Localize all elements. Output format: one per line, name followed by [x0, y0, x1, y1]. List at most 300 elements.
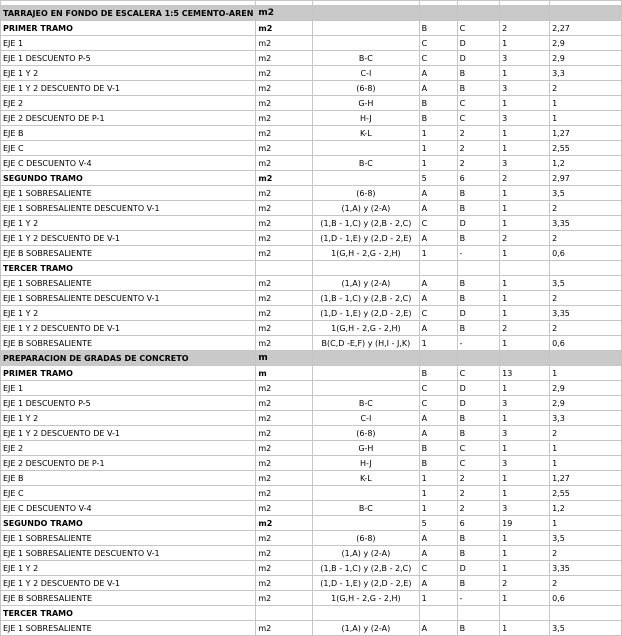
to-axis-cell[interactable]: C: [457, 96, 499, 111]
description-cell[interactable]: EJE 1 SOBRESALIENTE: [1, 186, 256, 201]
unit-cell[interactable]: m2: [256, 441, 313, 456]
quantity-cell[interactable]: 2: [500, 231, 550, 246]
unit-cell[interactable]: m2: [256, 276, 313, 291]
from-axis-cell[interactable]: B: [419, 111, 457, 126]
description-cell[interactable]: PRIMER TRAMO: [1, 366, 256, 381]
from-axis-cell[interactable]: A: [419, 426, 457, 441]
measure-cell[interactable]: 1: [550, 516, 622, 531]
unit-cell[interactable]: m2: [256, 576, 313, 591]
unit-cell[interactable]: m2: [256, 156, 313, 171]
from-axis-cell[interactable]: A: [419, 201, 457, 216]
description-cell[interactable]: TERCER TRAMO: [1, 261, 256, 276]
reference-cell[interactable]: G-H: [313, 96, 420, 111]
measure-cell[interactable]: 2: [550, 546, 622, 561]
description-cell[interactable]: EJE C DESCUENTO V-4: [1, 156, 256, 171]
unit-cell[interactable]: m2: [256, 621, 313, 636]
quantity-cell[interactable]: 1: [500, 546, 550, 561]
unit-cell[interactable]: m2: [256, 126, 313, 141]
measure-cell[interactable]: 2: [550, 321, 622, 336]
unit-cell[interactable]: m2: [256, 321, 313, 336]
quantity-cell[interactable]: 3: [500, 51, 550, 66]
to-axis-cell[interactable]: B: [457, 231, 499, 246]
description-cell[interactable]: EJE 1 Y 2: [1, 66, 256, 81]
quantity-cell[interactable]: 1: [500, 336, 550, 351]
to-axis-cell[interactable]: [457, 351, 499, 366]
from-axis-cell[interactable]: A: [419, 81, 457, 96]
measure-cell[interactable]: 2: [550, 231, 622, 246]
reference-cell[interactable]: K-L: [313, 471, 420, 486]
description-cell[interactable]: EJE 1 SOBRESALIENTE DESCUENTO V-1: [1, 546, 256, 561]
to-axis-cell[interactable]: B: [457, 291, 499, 306]
measure-cell[interactable]: [550, 606, 622, 621]
quantity-cell[interactable]: 1: [500, 141, 550, 156]
quantity-cell[interactable]: 1: [500, 381, 550, 396]
description-cell[interactable]: EJE 1 Y 2: [1, 411, 256, 426]
unit-cell[interactable]: m2: [256, 546, 313, 561]
reference-cell[interactable]: [313, 6, 420, 21]
measure-cell[interactable]: 2,55: [550, 141, 622, 156]
to-axis-cell[interactable]: B: [457, 546, 499, 561]
quantity-cell[interactable]: 1: [500, 201, 550, 216]
to-axis-cell[interactable]: -: [457, 591, 499, 606]
unit-cell[interactable]: m2: [256, 96, 313, 111]
to-axis-cell[interactable]: B: [457, 426, 499, 441]
reference-cell[interactable]: (1,A) y (2-A): [313, 546, 420, 561]
to-axis-cell[interactable]: D: [457, 36, 499, 51]
reference-cell[interactable]: B-C: [313, 51, 420, 66]
measure-cell[interactable]: 3,5: [550, 186, 622, 201]
unit-cell[interactable]: m2: [256, 186, 313, 201]
quantity-cell[interactable]: 1: [500, 216, 550, 231]
to-axis-cell[interactable]: D: [457, 216, 499, 231]
to-axis-cell[interactable]: B: [457, 81, 499, 96]
unit-cell[interactable]: m2: [256, 396, 313, 411]
description-cell[interactable]: EJE C: [1, 486, 256, 501]
from-axis-cell[interactable]: 1: [419, 501, 457, 516]
unit-cell[interactable]: m2: [256, 426, 313, 441]
quantity-cell[interactable]: 1: [500, 96, 550, 111]
table-row: [1, 141, 622, 156]
from-axis-cell[interactable]: [419, 351, 457, 366]
measure-cell[interactable]: 3,5: [550, 531, 622, 546]
from-axis-cell[interactable]: 1: [419, 126, 457, 141]
quantity-cell[interactable]: 1: [500, 441, 550, 456]
to-axis-cell[interactable]: [457, 6, 499, 21]
quantity-cell[interactable]: [500, 606, 550, 621]
reference-cell[interactable]: [313, 141, 420, 156]
quantity-cell[interactable]: 2: [500, 21, 550, 36]
reference-cell[interactable]: (1,D - 1,E) y (2,D - 2,E): [313, 231, 420, 246]
measure-cell[interactable]: 3,3: [550, 66, 622, 81]
reference-cell[interactable]: G-H: [313, 441, 420, 456]
description-cell[interactable]: SEGUNDO TRAMO: [1, 516, 256, 531]
unit-cell[interactable]: m2: [256, 141, 313, 156]
unit-cell[interactable]: m2: [256, 516, 313, 531]
from-axis-cell[interactable]: 1: [419, 156, 457, 171]
quantity-cell[interactable]: 19: [500, 516, 550, 531]
measure-cell[interactable]: 1: [550, 96, 622, 111]
to-axis-cell[interactable]: B: [457, 321, 499, 336]
subsection-row: [1, 171, 622, 186]
reference-cell[interactable]: H-J: [313, 456, 420, 471]
unit-cell[interactable]: m2: [256, 336, 313, 351]
quantity-cell[interactable]: 3: [500, 111, 550, 126]
from-axis-cell[interactable]: C: [419, 381, 457, 396]
from-axis-cell[interactable]: B: [419, 366, 457, 381]
reference-cell[interactable]: B-C: [313, 501, 420, 516]
description-cell[interactable]: EJE 1 Y 2: [1, 306, 256, 321]
table-row: [1, 246, 622, 261]
measure-cell[interactable]: 3,35: [550, 561, 622, 576]
quantity-cell[interactable]: 1: [500, 306, 550, 321]
measure-cell[interactable]: 3,5: [550, 276, 622, 291]
quantity-cell[interactable]: 1: [500, 126, 550, 141]
from-axis-cell[interactable]: A: [419, 276, 457, 291]
reference-cell[interactable]: (6-8): [313, 81, 420, 96]
unit-cell[interactable]: m2: [256, 471, 313, 486]
measure-cell[interactable]: 1,2: [550, 501, 622, 516]
from-axis-cell[interactable]: A: [419, 291, 457, 306]
from-axis-cell[interactable]: 1: [419, 336, 457, 351]
to-axis-cell[interactable]: D: [457, 561, 499, 576]
to-axis-cell[interactable]: C: [457, 21, 499, 36]
quantity-cell[interactable]: 3: [500, 396, 550, 411]
from-axis-cell[interactable]: A: [419, 621, 457, 636]
measure-cell[interactable]: 1,2: [550, 156, 622, 171]
to-axis-cell[interactable]: -: [457, 246, 499, 261]
description-cell[interactable]: EJE 1: [1, 381, 256, 396]
reference-cell[interactable]: [313, 36, 420, 51]
description-cell[interactable]: EJE C DESCUENTO V-4: [1, 501, 256, 516]
measure-cell[interactable]: 0,6: [550, 591, 622, 606]
unit-cell[interactable]: m2: [256, 411, 313, 426]
quantity-cell[interactable]: 1: [500, 66, 550, 81]
unit-cell[interactable]: m2: [256, 531, 313, 546]
unit-cell[interactable]: m2: [256, 381, 313, 396]
unit-cell[interactable]: [256, 261, 313, 276]
reference-cell[interactable]: (1,B - 1,C) y (2,B - 2,C): [313, 291, 420, 306]
unit-cell[interactable]: m: [256, 366, 313, 381]
unit-cell[interactable]: m2: [256, 201, 313, 216]
to-axis-cell[interactable]: 2: [457, 126, 499, 141]
from-axis-cell[interactable]: B: [419, 456, 457, 471]
measure-cell[interactable]: [550, 6, 622, 21]
to-axis-cell[interactable]: [457, 606, 499, 621]
from-axis-cell[interactable]: A: [419, 546, 457, 561]
table-row: [1, 66, 622, 81]
from-axis-cell[interactable]: 1: [419, 591, 457, 606]
from-axis-cell[interactable]: C: [419, 306, 457, 321]
unit-cell[interactable]: m2: [256, 171, 313, 186]
measure-cell[interactable]: [550, 261, 622, 276]
to-axis-cell[interactable]: -: [457, 336, 499, 351]
description-cell[interactable]: TARRAJEO EN FONDO DE ESCALERA 1:5 CEMENTO-AREN: [1, 6, 256, 21]
unit-cell[interactable]: m2: [256, 291, 313, 306]
description-cell[interactable]: EJE 1 Y 2 DESCUENTO DE V-1: [1, 576, 256, 591]
description-cell[interactable]: PREPARACION DE GRADAS DE CONCRETO: [1, 351, 256, 366]
description-cell[interactable]: EJE 1 SOBRESALIENTE DESCUENTO V-1: [1, 291, 256, 306]
measure-cell[interactable]: 2: [550, 81, 622, 96]
reference-cell[interactable]: B-C: [313, 396, 420, 411]
quantity-cell[interactable]: 1: [500, 411, 550, 426]
reference-cell[interactable]: [313, 486, 420, 501]
unit-cell[interactable]: m2: [256, 66, 313, 81]
to-axis-cell[interactable]: B: [457, 576, 499, 591]
measure-cell[interactable]: 2: [550, 426, 622, 441]
to-axis-cell[interactable]: C: [457, 111, 499, 126]
quantity-cell[interactable]: 1: [500, 186, 550, 201]
quantity-cell[interactable]: [500, 6, 550, 21]
measure-cell[interactable]: 2: [550, 291, 622, 306]
from-axis-cell[interactable]: C: [419, 561, 457, 576]
description-cell[interactable]: PRIMER TRAMO: [1, 21, 256, 36]
unit-cell[interactable]: [256, 606, 313, 621]
description-cell[interactable]: EJE 1 DESCUENTO P-5: [1, 396, 256, 411]
reference-cell[interactable]: [313, 171, 420, 186]
measure-cell[interactable]: 1: [550, 111, 622, 126]
from-axis-cell[interactable]: C: [419, 51, 457, 66]
measure-cell[interactable]: 1: [550, 456, 622, 471]
reference-cell[interactable]: (1,B - 1,C) y (2,B - 2,C): [313, 561, 420, 576]
description-cell[interactable]: EJE 2: [1, 96, 256, 111]
reference-cell[interactable]: C-I: [313, 411, 420, 426]
from-axis-cell[interactable]: 5: [419, 171, 457, 186]
measure-cell[interactable]: 1: [550, 441, 622, 456]
unit-cell[interactable]: m2: [256, 216, 313, 231]
to-axis-cell[interactable]: B: [457, 531, 499, 546]
quantity-cell[interactable]: 2: [500, 321, 550, 336]
description-cell[interactable]: EJE 1 Y 2: [1, 561, 256, 576]
to-axis-cell[interactable]: [457, 261, 499, 276]
quantity-cell[interactable]: 3: [500, 501, 550, 516]
measure-cell[interactable]: 1,27: [550, 126, 622, 141]
quantity-cell[interactable]: [500, 351, 550, 366]
reference-cell[interactable]: K-L: [313, 126, 420, 141]
description-cell[interactable]: EJE B SOBRESALIENTE: [1, 336, 256, 351]
from-axis-cell[interactable]: A: [419, 411, 457, 426]
to-axis-cell[interactable]: B: [457, 66, 499, 81]
reference-cell[interactable]: (6-8): [313, 426, 420, 441]
quantity-cell[interactable]: 1: [500, 621, 550, 636]
description-cell[interactable]: EJE 1: [1, 36, 256, 51]
reference-cell[interactable]: [313, 606, 420, 621]
reference-cell[interactable]: C-I: [313, 66, 420, 81]
description-cell[interactable]: SEGUNDO TRAMO: [1, 171, 256, 186]
reference-cell[interactable]: (1,A) y (2-A): [313, 276, 420, 291]
from-axis-cell[interactable]: 1: [419, 486, 457, 501]
to-axis-cell[interactable]: B: [457, 621, 499, 636]
reference-cell[interactable]: 1(G,H - 2,G - 2,H): [313, 591, 420, 606]
measure-cell[interactable]: 3,35: [550, 306, 622, 321]
quantity-cell[interactable]: 1: [500, 36, 550, 51]
measure-cell[interactable]: 0,6: [550, 246, 622, 261]
to-axis-cell[interactable]: 6: [457, 516, 499, 531]
reference-cell[interactable]: [313, 21, 420, 36]
unit-cell[interactable]: m2: [256, 231, 313, 246]
to-axis-cell[interactable]: B: [457, 186, 499, 201]
from-axis-cell[interactable]: 1: [419, 471, 457, 486]
unit-cell[interactable]: m2: [256, 246, 313, 261]
quantity-cell[interactable]: 1: [500, 246, 550, 261]
reference-cell[interactable]: (1,B - 1,C) y (2,B - 2,C): [313, 216, 420, 231]
to-axis-cell[interactable]: C: [457, 441, 499, 456]
unit-cell[interactable]: m2: [256, 501, 313, 516]
quantity-cell[interactable]: 2: [500, 576, 550, 591]
unit-cell[interactable]: m2: [256, 36, 313, 51]
quantity-cell[interactable]: 3: [500, 156, 550, 171]
reference-cell[interactable]: (1,D - 1,E) y (2,D - 2,E): [313, 576, 420, 591]
from-axis-cell[interactable]: 1: [419, 141, 457, 156]
quantity-cell[interactable]: 1: [500, 291, 550, 306]
unit-cell[interactable]: m2: [256, 81, 313, 96]
unit-cell[interactable]: m2: [256, 306, 313, 321]
from-axis-cell[interactable]: B: [419, 96, 457, 111]
description-cell[interactable]: EJE C: [1, 141, 256, 156]
description-cell[interactable]: EJE 1 Y 2 DESCUENTO DE V-1: [1, 321, 256, 336]
reference-cell[interactable]: (1,A) y (2-A): [313, 201, 420, 216]
measure-cell[interactable]: 2,9: [550, 396, 622, 411]
quantity-cell[interactable]: 1: [500, 561, 550, 576]
unit-cell[interactable]: m2: [256, 486, 313, 501]
measure-cell[interactable]: 3,35: [550, 216, 622, 231]
quantity-cell[interactable]: 1: [500, 591, 550, 606]
unit-cell[interactable]: m: [256, 351, 313, 366]
unit-cell[interactable]: m2: [256, 111, 313, 126]
description-cell[interactable]: EJE 1 Y 2 DESCUENTO DE V-1: [1, 426, 256, 441]
description-cell[interactable]: EJE B: [1, 471, 256, 486]
measure-cell[interactable]: 2,9: [550, 51, 622, 66]
from-axis-cell[interactable]: B: [419, 21, 457, 36]
from-axis-cell[interactable]: A: [419, 321, 457, 336]
measure-cell[interactable]: 2,97: [550, 171, 622, 186]
from-axis-cell[interactable]: A: [419, 576, 457, 591]
to-axis-cell[interactable]: D: [457, 396, 499, 411]
from-axis-cell[interactable]: [419, 606, 457, 621]
measure-cell[interactable]: 2,9: [550, 36, 622, 51]
to-axis-cell[interactable]: 2: [457, 141, 499, 156]
measure-cell[interactable]: 1: [550, 366, 622, 381]
unit-cell[interactable]: m2: [256, 21, 313, 36]
description-cell[interactable]: EJE 2 DESCUENTO DE P-1: [1, 456, 256, 471]
reference-cell[interactable]: 1(G,H - 2,G - 2,H): [313, 321, 420, 336]
to-axis-cell[interactable]: 2: [457, 486, 499, 501]
quantity-cell[interactable]: 3: [500, 456, 550, 471]
from-axis-cell[interactable]: C: [419, 396, 457, 411]
description-cell[interactable]: EJE 1 Y 2: [1, 216, 256, 231]
quantity-cell[interactable]: 3: [500, 426, 550, 441]
to-axis-cell[interactable]: 2: [457, 501, 499, 516]
quantity-cell[interactable]: 1: [500, 471, 550, 486]
to-axis-cell[interactable]: D: [457, 306, 499, 321]
quantity-cell[interactable]: [500, 261, 550, 276]
from-axis-cell[interactable]: [419, 261, 457, 276]
from-axis-cell[interactable]: A: [419, 186, 457, 201]
reference-cell[interactable]: B(C,D -E,F) y (H,I - J,K): [313, 336, 420, 351]
description-cell[interactable]: EJE 1 SOBRESALIENTE: [1, 531, 256, 546]
from-axis-cell[interactable]: A: [419, 66, 457, 81]
subsection-row: [1, 21, 622, 36]
to-axis-cell[interactable]: 2: [457, 471, 499, 486]
to-axis-cell[interactable]: D: [457, 381, 499, 396]
to-axis-cell[interactable]: C: [457, 456, 499, 471]
from-axis-cell[interactable]: B: [419, 441, 457, 456]
reference-cell[interactable]: (6-8): [313, 186, 420, 201]
quantity-cell[interactable]: 1: [500, 276, 550, 291]
from-axis-cell[interactable]: [419, 6, 457, 21]
from-axis-cell[interactable]: A: [419, 231, 457, 246]
measure-cell[interactable]: 3,5: [550, 621, 622, 636]
from-axis-cell[interactable]: 1: [419, 246, 457, 261]
description-cell[interactable]: EJE B: [1, 126, 256, 141]
unit-cell[interactable]: m2: [256, 6, 313, 21]
from-axis-cell[interactable]: A: [419, 531, 457, 546]
unit-cell[interactable]: m2: [256, 591, 313, 606]
to-axis-cell[interactable]: B: [457, 411, 499, 426]
to-axis-cell[interactable]: B: [457, 276, 499, 291]
to-axis-cell[interactable]: B: [457, 201, 499, 216]
subsection-row: [1, 366, 622, 381]
description-cell[interactable]: EJE 1 Y 2 DESCUENTO DE V-1: [1, 81, 256, 96]
measure-cell[interactable]: 3,3: [550, 411, 622, 426]
description-cell[interactable]: EJE B SOBRESALIENTE: [1, 591, 256, 606]
from-axis-cell[interactable]: C: [419, 216, 457, 231]
to-axis-cell[interactable]: C: [457, 366, 499, 381]
reference-cell[interactable]: (6-8): [313, 531, 420, 546]
to-axis-cell[interactable]: D: [457, 51, 499, 66]
measure-cell[interactable]: 2,9: [550, 381, 622, 396]
reference-cell[interactable]: [313, 261, 420, 276]
to-axis-cell[interactable]: 6: [457, 171, 499, 186]
measure-cell[interactable]: 2,27: [550, 21, 622, 36]
reference-cell[interactable]: (1,D - 1,E) y (2,D - 2,E): [313, 306, 420, 321]
from-axis-cell[interactable]: C: [419, 36, 457, 51]
description-cell[interactable]: EJE 1 DESCUENTO P-5: [1, 51, 256, 66]
measure-cell[interactable]: [550, 351, 622, 366]
from-axis-cell[interactable]: 5: [419, 516, 457, 531]
quantity-cell[interactable]: 2: [500, 171, 550, 186]
reference-cell[interactable]: H-J: [313, 111, 420, 126]
measure-cell[interactable]: 2: [550, 201, 622, 216]
measure-cell[interactable]: 1,27: [550, 471, 622, 486]
measure-cell[interactable]: 2: [550, 576, 622, 591]
quantity-cell[interactable]: 1: [500, 486, 550, 501]
reference-cell[interactable]: [313, 516, 420, 531]
description-cell[interactable]: EJE 1 SOBRESALIENTE: [1, 276, 256, 291]
quantity-cell[interactable]: 3: [500, 81, 550, 96]
description-cell[interactable]: EJE 2 DESCUENTO DE P-1: [1, 111, 256, 126]
quantity-cell[interactable]: 13: [500, 366, 550, 381]
description-cell[interactable]: EJE 2: [1, 441, 256, 456]
reference-cell[interactable]: [313, 366, 420, 381]
reference-cell[interactable]: [313, 381, 420, 396]
measure-cell[interactable]: 2,55: [550, 486, 622, 501]
to-axis-cell[interactable]: 2: [457, 156, 499, 171]
description-cell[interactable]: EJE B SOBRESALIENTE: [1, 246, 256, 261]
description-cell[interactable]: EJE 1 SOBRESALIENTE: [1, 621, 256, 636]
measure-cell[interactable]: 0,6: [550, 336, 622, 351]
description-cell[interactable]: EJE 1 Y 2 DESCUENTO DE V-1: [1, 231, 256, 246]
unit-cell[interactable]: m2: [256, 51, 313, 66]
quantity-cell[interactable]: 1: [500, 531, 550, 546]
description-cell[interactable]: TERCER TRAMO: [1, 606, 256, 621]
reference-cell[interactable]: 1(G,H - 2,G - 2,H): [313, 246, 420, 261]
reference-cell[interactable]: [313, 351, 420, 366]
reference-cell[interactable]: (1,A) y (2-A): [313, 621, 420, 636]
description-cell[interactable]: EJE 1 SOBRESALIENTE DESCUENTO V-1: [1, 201, 256, 216]
reference-cell[interactable]: B-C: [313, 156, 420, 171]
unit-cell[interactable]: m2: [256, 561, 313, 576]
unit-cell[interactable]: m2: [256, 456, 313, 471]
